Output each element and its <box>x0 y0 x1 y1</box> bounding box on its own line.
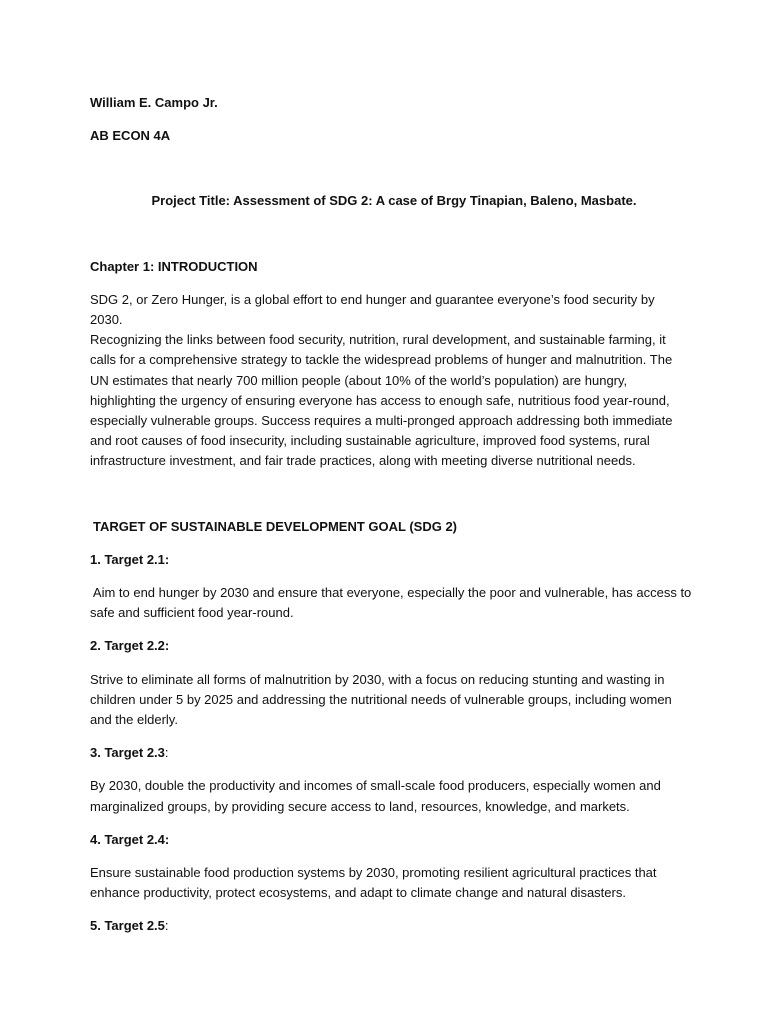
target-line: enhance productivity, protect ecosystems, and adapt to climate change and natural disasters. <box>90 885 626 901</box>
target-line: children under 5 by 2025 and addressing the nutritional needs of vulnerable groups, including women <box>90 691 672 707</box>
target-line: Strive to eliminate all forms of malnutrition by 2030, with a focus on reducing stunting and wasting in <box>90 671 665 687</box>
target-line: and the elderly. <box>90 712 178 728</box>
target-label <box>90 743 686 763</box>
target-label <box>90 550 686 570</box>
intro-line: Recognizing the links between food security, nutrition, rural development, and sustainable farming, it <box>90 332 666 348</box>
target-description <box>90 670 686 731</box>
target-label <box>90 636 686 656</box>
author-name: William E. Campo Jr. <box>90 95 218 110</box>
target-description <box>90 863 686 903</box>
target-number: 3. Target 2.3 <box>90 745 165 761</box>
intro-line: UN estimates that nearly 700 million people (about 10% of the world’s population) are hungry, <box>90 372 628 388</box>
target-label <box>90 916 686 936</box>
course-section: AB ECON 4A <box>90 128 171 144</box>
targets-heading: TARGET OF SUSTAINABLE DEVELOPMENT GOAL (SDG 2) <box>93 518 458 534</box>
target-line: Ensure sustainable food production systems by 2030, promoting resilient agricultural practices that <box>90 865 657 881</box>
project-title: Project Title: Assessment of SDG 2: A case of Brgy Tinapian, Baleno, Masbate. <box>151 193 637 209</box>
intro-line: infrastructure investment, and fair trade practices, along with meeting diverse nutritional needs. <box>90 453 636 469</box>
target-line: safe and sufficient food year-round. <box>90 605 294 621</box>
target-label <box>90 830 686 850</box>
intro-line: especially vulnerable groups. Success requires a multi-pronged approach addressing both immediate <box>90 413 673 429</box>
target-line: marginalized groups, by providing secure access to land, resources, knowledge, and markets. <box>90 798 630 814</box>
target-number: 1. Target 2.1: <box>90 551 170 567</box>
target-number: 2. Target 2.2: <box>90 638 170 654</box>
intro-paragraph <box>90 290 686 472</box>
target-line: Aim to end hunger by 2030 and ensure that everyone, especially the poor and vulnerable, has access to <box>90 585 692 601</box>
chapter-heading: Chapter 1: INTRODUCTION <box>90 258 258 274</box>
target-line: By 2030, double the productivity and incomes of small-scale food producers, especially women and <box>90 778 661 794</box>
intro-line: highlighting the urgency of ensuring everyone has access to enough safe, nutritious food year-round, <box>90 392 670 408</box>
target-suffix: : <box>164 918 169 934</box>
document-body <box>90 93 692 950</box>
intro-line: and root causes of food insecurity, including sustainable agriculture, improved food systems, rural <box>90 433 650 449</box>
target-description <box>90 776 686 816</box>
intro-line: calls for a comprehensive strategy to tackle the widespread problems of hunger and malnutrition. The <box>90 352 673 368</box>
target-description <box>90 583 692 623</box>
target-number: 5. Target 2.5 <box>90 918 165 934</box>
target-suffix: : <box>164 745 169 761</box>
intro-line: SDG 2, or Zero Hunger, is a global effort to end hunger and guarantee everyone’s food security by 2030. <box>90 291 655 328</box>
target-number: 4. Target 2.4: <box>90 831 170 847</box>
